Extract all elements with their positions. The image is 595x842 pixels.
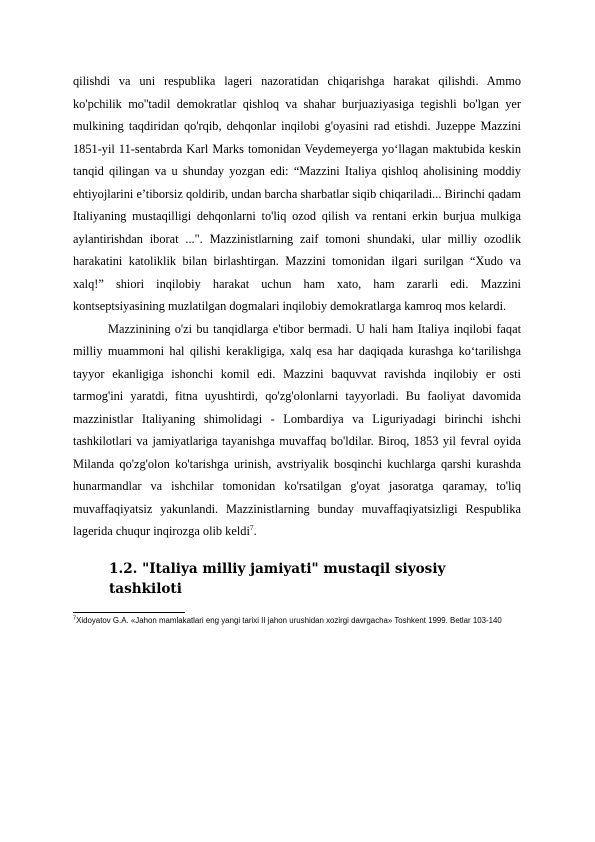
footnote-divider	[73, 612, 185, 613]
footnote	[73, 616, 521, 626]
paragraph-2-period: .	[253, 524, 257, 538]
document-page	[73, 70, 521, 626]
section-heading: 1.2. "Italiya milliy jamiyati" mustaqil siyosiy tashkiloti	[109, 560, 446, 597]
footnote-number: 7	[73, 614, 77, 621]
paragraph-2	[73, 318, 521, 543]
paragraph-1: qilishdi va uni respublika lageri nazoratidan chiqarishga harakat qilishdi. Ammo ko'pchilik mo''tadil demokratlar qishloq va shahar burjuaziyasiga tegishli bo'lgan yer mulkining taqdiridan qo'rqib, dehqonlar inqilobi g'oyasini rad etishdi. Juzeppe Mazzini 1851-yil 11-sentabrda Karl Marks tomonidan Veydemeyerga yo‘llagan maktubida keskin tanqid qilingan va u shunday yozgan edi: “Mazzini Italiya qishloq aholisining moddiy ehtiyojlarini e’tiborsiz qoldirib, undan barcha sharbatlar siqib chiqariladi... Birinchi qadam Italiyaning mustaqilligi dehqonlarni to'liq ozod qilish va rentani erkin burjua mulkiga aylantirishdan iborat ...". Mazzinistlarning zaif tomoni shundaki, ular milliy ozodlik harakatini katoliklik bilan birlashtirgan. Mazzini tomonidan ilgari surilgan “Xudo va xalq!” shiori inqilobiy harakat uchun ham xato, ham zararli edi. Mazzini kontseptsiyasining muzlatilgan dogmalari inqilobiy demokratlarga kamroq mos kelardi.	[73, 74, 521, 313]
footnote-reference[interactable]: 7	[249, 522, 254, 532]
footnote-text: Xidoyatov G.A. «Jahon mamlakatlari eng yangi tarixi II jahon urushidan xozirgi davrgacha» Toshkent 1999. Betlar 103-140	[76, 615, 502, 625]
paragraph-2-text: Mazzinining o'zi bu tanqidlarga e'tibor bermadi. U hali ham Italiya inqilobi faqat milliy muammoni hal qilishi kerakligiga, xalq esa har daqiqada kurashga ko‘tarilishga tayyor ekanligiga ishonchi komil edi. Mazzini baquvvat ravishda inqilobiy er osti tarmog'ini yaratdi, fitna uyushtirdi, qo'zg'olonlarni tayyorladi. Bu faoliyat davomida mazzinistlar Italiyaning shimolidagi - Lombardiya va Liguriyadagi birinchi ishchi tashkilotlari va jamiyatlariga tayanishga muvaffaq bo'ldilar. Biroq, 1853 yil fevral oyida Milanda qo'zg'olon ko'tarishga urinish, avstriyalik bosqinchi kuchlarga qarshi kurashda hunarmandlar va ishchilar tomonidan ko'rsatilgan g'oyat jasoratga qaramay, to'liq muvaffaqiyatsiz yakunlandi. Mazzinistlarning bunday muvaffaqiyatsizligi Respublika lagerida chuqur inqirozga olib keldi	[73, 321, 521, 538]
